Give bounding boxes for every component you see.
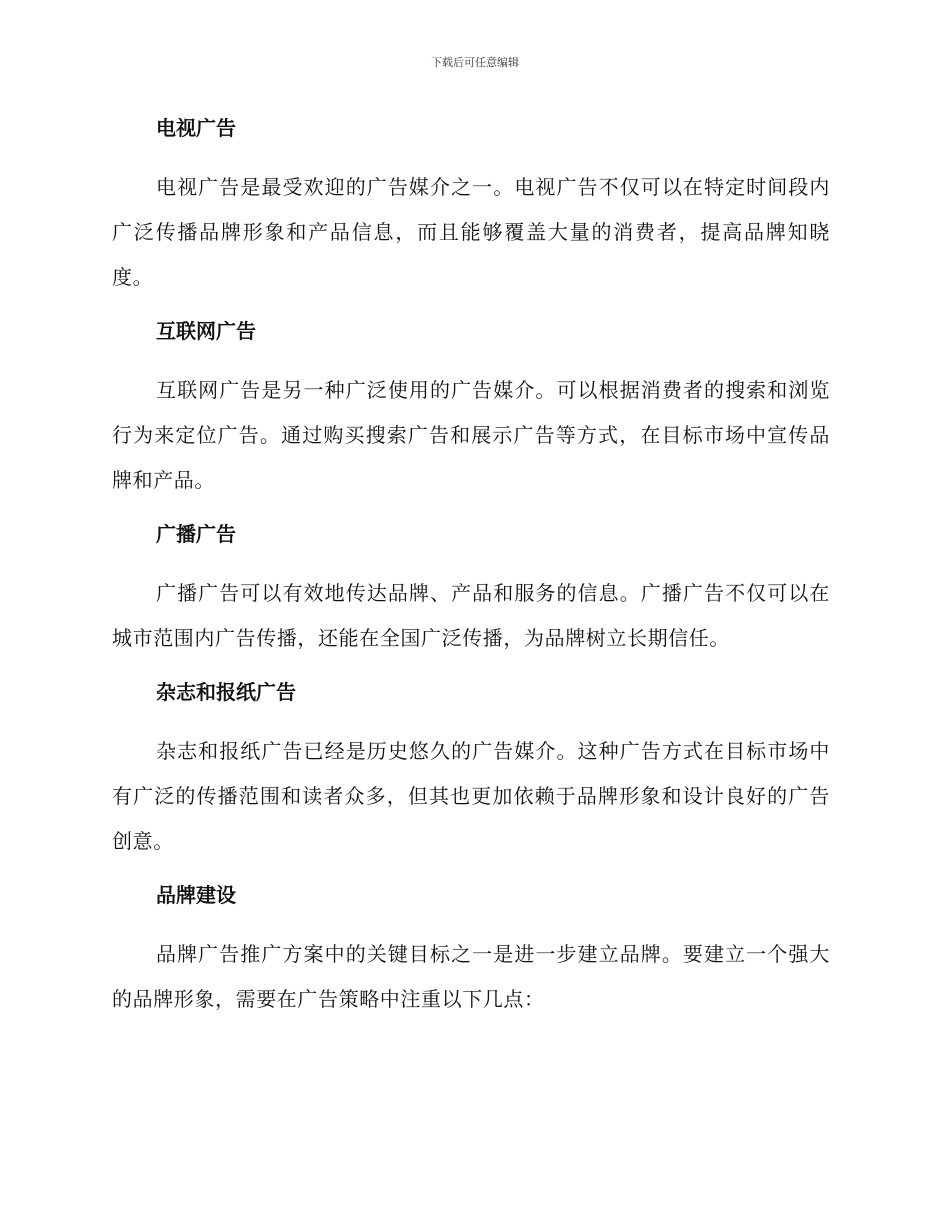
- page-header-note: 下载后可任意编辑: [431, 56, 519, 69]
- section-radio-ads: [112, 518, 830, 661]
- section-paragraph: 品牌广告推广方案中的关键目标之一是进一步建立品牌。要建立一个强大的品牌形象，需要在广告策略中注重以下几点：: [112, 942, 830, 1011]
- section-heading: 互联网广告: [156, 319, 256, 343]
- section-internet-ads: [112, 315, 830, 503]
- section-paragraph: 电视广告是最受欢迎的广告媒介之一。电视广告不仅可以在特定时间段内广泛传播品牌形象和产品信息，而且能够覆盖大量的消费者，提高品牌知晓度。: [112, 175, 830, 289]
- section-paragraph: 杂志和报纸广告已经是历史悠久的广告媒介。这种广告方式在目标市场中有广泛的传播范围和读者众多，但其也更加依赖于品牌形象和设计良好的广告创意。: [112, 739, 830, 853]
- document-body: [112, 112, 830, 1037]
- section-paragraph: 互联网广告是另一种广泛使用的广告媒介。可以根据消费者的搜索和浏览行为来定位广告。通过购买搜索广告和展示广告等方式，在目标市场中宣传品牌和产品。: [112, 378, 830, 492]
- section-paragraph: 广播广告可以有效地传达品牌、产品和服务的信息。广播广告不仅可以在城市范围内广告传播，还能在全国广泛传播，为品牌树立长期信任。: [112, 581, 830, 650]
- section-brand-building: [112, 879, 830, 1022]
- section-heading: 品牌建设: [156, 883, 236, 907]
- section-heading: 广播广告: [156, 522, 236, 546]
- section-heading: 电视广告: [156, 116, 236, 140]
- section-heading: 杂志和报纸广告: [156, 680, 296, 704]
- section-print-ads: [112, 676, 830, 864]
- section-tv-ads: [112, 112, 830, 300]
